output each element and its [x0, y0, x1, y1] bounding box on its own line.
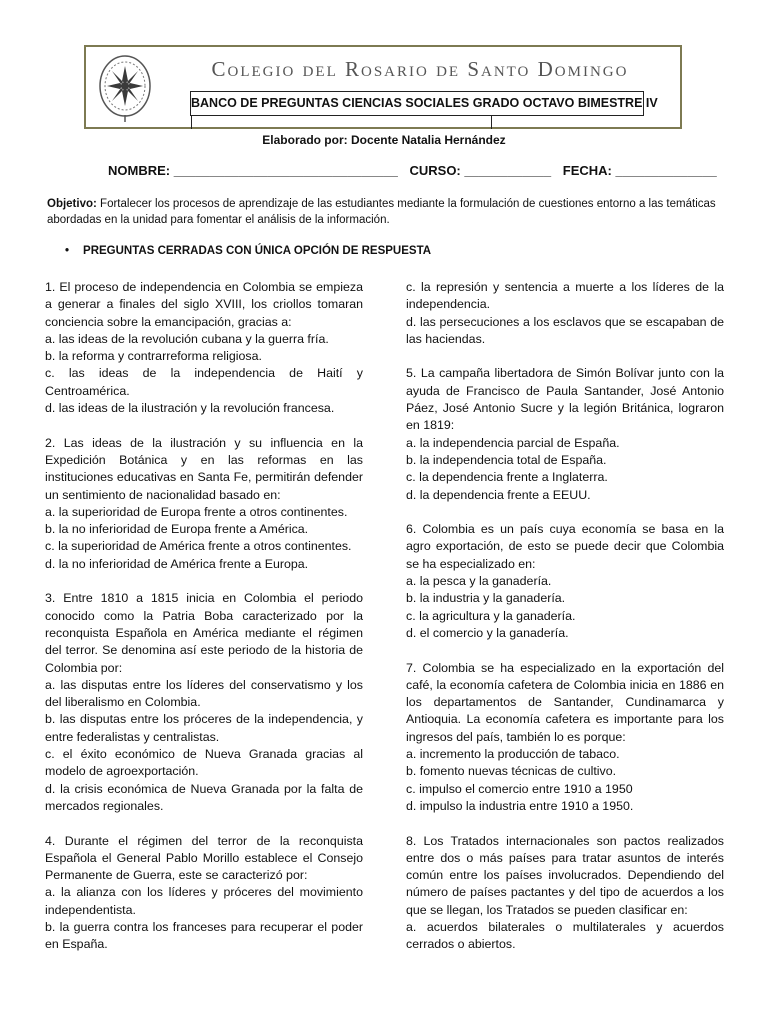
answer-option-a[interactable]: a. las disputas entre los líderes del conservatismo y los del liberalismo en Colombia. — [45, 677, 363, 710]
answer-option-c[interactable]: c. el éxito económico de Nueva Granada gracias al modelo de agroexportación. — [45, 747, 363, 779]
questions-left-column — [45, 279, 363, 971]
answer-option-b[interactable]: b. fomento nuevas técnicas de cultivo. — [406, 764, 617, 779]
answer-option-b[interactable]: b. la independencia total de España. — [406, 452, 607, 467]
answer-option-d[interactable]: d. impulso la industria entre 1910 a 1950. — [406, 798, 634, 813]
answer-option-d[interactable]: d. las persecuciones a los esclavos que se escapaban de las haciendas. — [406, 314, 724, 346]
answer-option-a[interactable]: a. acuerdos bilaterales o multilaterales y acuerdos cerrados o abiertos. — [406, 919, 724, 952]
answer-option-a[interactable]: a. la independencia parcial de España. — [406, 435, 620, 450]
question-6 — [406, 521, 724, 642]
question-1 — [45, 279, 363, 417]
divider — [191, 116, 192, 129]
question-stem: 5. La campaña libertadora de Simón Bolívar junto con la ayuda de Francisco de Paula Santander, José Antonio Páez, José Antonio Sucre y la legión Británica, lograron en 1819: — [406, 366, 724, 433]
date-field[interactable]: FECHA: ______________ — [562, 163, 717, 178]
author-line: Elaborado por: Docente Natalia Hernández — [262, 133, 506, 147]
answer-option-a[interactable]: a. la pesca y la ganadería. — [406, 574, 552, 589]
answer-option-c[interactable]: c. la agricultura y la ganadería. — [406, 608, 576, 623]
question-8 — [406, 833, 724, 954]
bullet-icon: • — [65, 245, 70, 257]
answer-option-d[interactable]: d. las ideas de la ilustración y la revolución francesa. — [45, 401, 335, 416]
name-field[interactable]: NOMBRE: _______________________________ — [108, 163, 398, 178]
answer-option-c[interactable]: c. la superioridad de América frente a otros continentes. — [45, 539, 352, 554]
answer-option-c[interactable]: c. impulso el comercio entre 1910 a 1950 — [406, 781, 633, 796]
answer-option-d[interactable]: d. la no inferioridad de América frente a Europa. — [45, 556, 309, 571]
answer-option-b[interactable]: b. la reforma y contrarreforma religiosa. — [45, 349, 262, 364]
question-5 — [406, 365, 724, 503]
answer-option-a[interactable]: a. la alianza con los líderes y próceres del movimiento independentista. — [45, 885, 363, 917]
answer-option-b[interactable]: b. las disputas entre los próceres de la independencia, y entre federalistas y centralistas. — [45, 712, 363, 744]
question-bank-title: BANCO DE PREGUNTAS CIENCIAS SOCIALES GRADO OCTAVO BIMESTRE IV — [190, 91, 644, 116]
question-4-continued — [406, 279, 724, 348]
question-2 — [45, 435, 363, 573]
answer-option-d[interactable]: d. la crisis económica de Nueva Granada por la falta de mercados regionales. — [45, 781, 363, 813]
question-stem: 3. Entre 1810 a 1815 inicia en Colombia el periodo conocido como la Patria Boba caracterizado por la reconquista Española en América mediante el régimen del terror. Se denomina así este periodo de la historia de Colombia por: — [45, 591, 363, 675]
answer-option-b[interactable]: b. la industria y la ganadería. — [406, 591, 566, 606]
answer-option-b[interactable]: b. la no inferioridad de Europa frente a América. — [45, 522, 309, 537]
question-stem: 1. El proceso de independencia en Colombia se empieza a generar a finales del siglo XVIII, los criollos tomaran conciencia sobre la emancipación, gracias a: — [45, 280, 363, 329]
objective-text: Fortalecer los procesos de aprendizaje de las estudiantes mediante la formulación de cuestiones entorno a las temáticas abordadas en la unidad para fomentar el análisis de la información. — [47, 198, 716, 226]
question-3 — [45, 590, 363, 815]
school-crest-logo — [97, 53, 153, 123]
objective-paragraph — [47, 196, 722, 228]
answer-option-c[interactable]: c. la dependencia frente a Inglaterra. — [406, 470, 608, 485]
student-info-line — [108, 163, 725, 178]
answer-option-d[interactable]: d. la dependencia frente a EEUU. — [406, 487, 591, 502]
answer-option-a[interactable]: a. las ideas de la revolución cubana y la guerra fría. — [45, 331, 329, 346]
question-4 — [45, 833, 363, 954]
question-stem: 4. Durante el régimen del terror de la reconquista Española el General Pablo Morillo establece el Consejo Permanente de Guerra, este se caracterizó por: — [45, 833, 363, 883]
answer-option-b[interactable]: b. la guerra contra los franceses para recuperar el poder en España. — [45, 919, 363, 952]
answer-option-d[interactable]: d. el comercio y la ganadería. — [406, 625, 569, 640]
section-heading — [65, 245, 431, 257]
question-stem: 7. Colombia se ha especializado en la exportación del café, la economía cafetera de Colombia inicia en 1886 en los departamentos de Santander, Cundinamarca y Antioquia. La economía cafetera es importante para los ingresos del país, también lo es porque: — [406, 660, 724, 744]
answer-option-a[interactable]: a. la superioridad de Europa frente a otros continentes. — [45, 504, 348, 519]
question-stem: 2. Las ideas de la ilustración y su influencia en la Expedición Botánica y en las reformas en las instituciones educativas en Santa Fe, permitirán defender un sentimiento de nacionalidad basado en: — [45, 435, 363, 502]
course-field[interactable]: CURSO: ____________ — [409, 163, 552, 178]
divider — [491, 116, 492, 129]
questions-right-column — [406, 279, 724, 971]
objective-label: Objetivo: — [47, 198, 97, 210]
answer-option-a[interactable]: a. incremento la producción de tabaco. — [406, 747, 620, 762]
question-7 — [406, 660, 724, 816]
answer-option-c[interactable]: c. las ideas de la independencia de Haití y Centroamérica. — [45, 366, 363, 398]
answer-option-c[interactable]: c. la represión y sentencia a muerte a los líderes de la independencia. — [406, 280, 724, 312]
school-name: Colegio del Rosario de Santo Domingo — [211, 57, 629, 81]
section-title: PREGUNTAS CERRADAS CON ÚNICA OPCIÓN DE RESPUESTA — [83, 245, 432, 257]
question-stem: 6. Colombia es un país cuya economía se basa en la agro exportación, de esto se puede decir que Colombia se ha especializado en: — [406, 522, 724, 571]
question-stem: 8. Los Tratados internacionales son pactos realizados entre dos o más países para tratar asuntos de interés común entre los países involucrados. Dependiendo del número de países pactantes y del tipo de acuerdos a los que se llegan, los Tratados se pueden clasificar en: — [406, 833, 724, 917]
